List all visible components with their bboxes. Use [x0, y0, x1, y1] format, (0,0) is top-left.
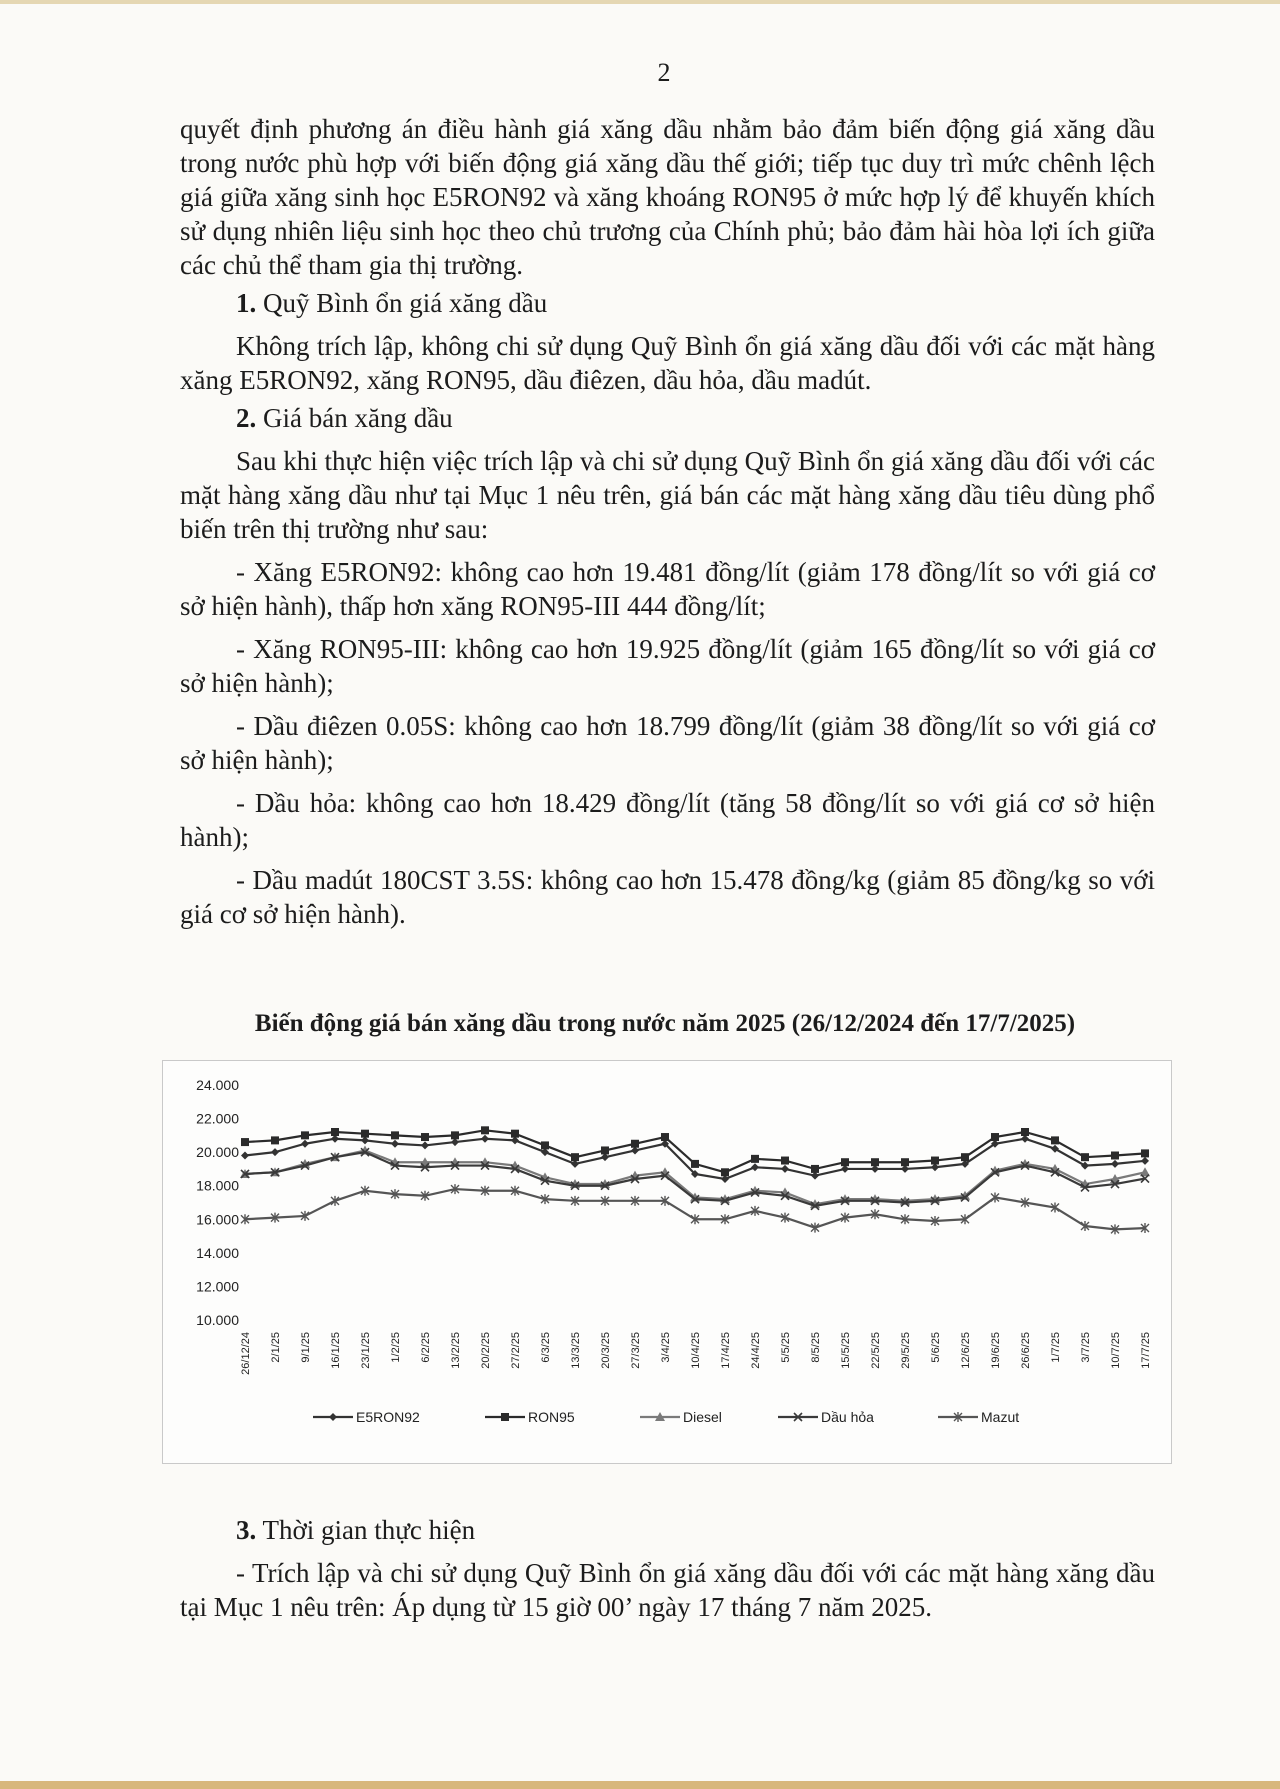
x-tick-label: 13/3/25: [570, 1332, 582, 1369]
y-tick-label: 18.000: [196, 1177, 239, 1194]
data-point: [241, 1138, 249, 1146]
x-tick-label: 10/7/25: [1110, 1332, 1122, 1369]
x-tick-label: 6/2/25: [420, 1332, 432, 1363]
x-tick-label: 5/5/25: [780, 1332, 792, 1363]
x-tick-label: 17/4/25: [720, 1332, 732, 1369]
x-tick-label: 1/7/25: [1050, 1332, 1062, 1363]
data-point: [1021, 1128, 1029, 1136]
legend-item-2: [640, 1409, 722, 1425]
data-point: [811, 1165, 819, 1173]
x-tick-label: 8/5/25: [810, 1332, 822, 1363]
data-point: [1141, 1157, 1149, 1165]
data-point: [511, 1130, 519, 1138]
data-point: [601, 1146, 609, 1154]
x-tick-label: 27/3/25: [630, 1332, 642, 1369]
section-2-title: Giá bán xăng dầu: [256, 403, 453, 433]
series-4: [241, 1184, 1149, 1234]
data-point: [901, 1158, 909, 1166]
legend-swatch-marker: [501, 1413, 509, 1421]
data-point: [751, 1163, 759, 1171]
data-point: [1111, 1160, 1119, 1168]
data-point: [481, 1126, 489, 1134]
section-1-number: 1.: [236, 288, 257, 318]
section-3-number: 3.: [236, 1515, 257, 1545]
section-2-body: Sau khi thực hiện việc trích lập và chi sử dụng Quỹ Bình ổn giá xăng dầu đối với các mặt hàng xăng dầu như tại Mục 1 nêu trên, giá bán các mặt hàng xăng dầu tiêu dùng phổ biến trên thị trường như sau:: [180, 446, 1155, 544]
data-point: [991, 1133, 999, 1141]
legend-label: RON95: [528, 1409, 575, 1425]
data-point: [781, 1165, 789, 1173]
data-point: [691, 1160, 699, 1168]
legend-label: Dầu hỏa: [821, 1409, 874, 1425]
x-tick-label: 1/2/25: [390, 1332, 402, 1363]
x-tick-label: 12/6/25: [960, 1332, 972, 1369]
data-point: [541, 1141, 549, 1149]
x-tick-label: 20/2/25: [480, 1332, 492, 1369]
legend-item-0: [313, 1409, 420, 1425]
data-point: [241, 1152, 249, 1160]
price-item-e5ron92: - Xăng E5RON92: không cao hơn 19.481 đồng/lít (giảm 178 đồng/lít so với giá cơ sở hiện hành), thấp hơn xăng RON95-III 444 đồng/lít;: [180, 557, 1155, 621]
legend-label: Diesel: [683, 1409, 722, 1425]
data-point: [301, 1140, 309, 1148]
data-point: [961, 1153, 969, 1161]
x-tick-label: 26/12/24: [240, 1332, 252, 1375]
y-tick-label: 16.000: [196, 1211, 239, 1228]
data-point: [1141, 1149, 1149, 1157]
intro-paragraph: quyết định phương án điều hành giá xăng dầu nhằm bảo đảm biến động giá xăng dầu trong nước phù hợp với biến động giá xăng dầu thế giới; tiếp tục duy trì mức chênh lệch giá giữa xăng sinh học E5RON92 và xăng khoáng RON95 ở mức hợp lý để khuyến khích sử dụng nhiên liệu sinh học theo chủ trương của Chính phủ; bảo đảm hài hòa lợi ích giữa các chủ thể tham gia thị trường.: [180, 114, 1155, 280]
data-point: [451, 1131, 459, 1139]
y-tick-label: 12.000: [196, 1278, 239, 1295]
x-tick-label: 26/6/25: [1020, 1332, 1032, 1369]
data-point: [421, 1133, 429, 1141]
data-point: [841, 1158, 849, 1166]
section-1-body: Không trích lập, không chi sử dụng Quỹ Bình ổn giá xăng dầu đối với các mặt hàng xăng E5RON92, xăng RON95, dầu điêzen, dầu hỏa, dầu madút.: [180, 331, 1155, 395]
y-tick-label: 20.000: [196, 1144, 239, 1161]
x-tick-label: 24/4/25: [750, 1332, 762, 1369]
x-tick-label: 27/2/25: [510, 1332, 522, 1369]
y-tick-label: 10.000: [196, 1312, 239, 1328]
legend-item-3: [778, 1409, 874, 1425]
price-item-ron95: - Xăng RON95-III: không cao hơn 19.925 đồng/lít (giảm 165 đồng/lít so với giá cơ sở hiện hành);: [180, 634, 1155, 698]
section-3-title: Thời gian thực hiện: [256, 1515, 476, 1545]
price-chart-svg: [163, 1061, 1171, 1463]
y-tick-label: 22.000: [196, 1110, 239, 1127]
x-tick-label: 22/5/25: [870, 1332, 882, 1369]
data-point: [361, 1130, 369, 1138]
x-tick-label: 20/3/25: [600, 1332, 612, 1369]
x-tick-label: 23/1/25: [360, 1332, 372, 1369]
price-item-mazut: - Dầu madút 180CST 3.5S: không cao hơn 15.478 đồng/kg (giảm 85 đồng/kg so với giá cơ sở hiện hành).: [180, 865, 1155, 929]
legend-swatch-marker: [329, 1413, 337, 1421]
body-upper: [180, 112, 1155, 931]
data-point: [661, 1133, 669, 1141]
data-point: [1111, 1152, 1119, 1160]
data-point: [1081, 1153, 1089, 1161]
data-point: [1051, 1136, 1059, 1144]
data-point: [571, 1153, 579, 1161]
data-point: [391, 1131, 399, 1139]
data-point: [481, 1135, 489, 1143]
x-tick-label: 16/1/25: [330, 1332, 342, 1369]
section-3-heading: [180, 1513, 1155, 1547]
section-2-number: 2.: [236, 403, 257, 433]
data-point: [331, 1128, 339, 1136]
x-tick-label: 15/5/25: [840, 1332, 852, 1369]
data-point: [931, 1157, 939, 1165]
legend-label: E5RON92: [356, 1409, 420, 1425]
y-tick-label: 24.000: [196, 1077, 239, 1093]
chart-title: Biến động giá bán xăng dầu trong nước năm 2025 (26/12/2024 đến 17/7/2025): [254, 1010, 1076, 1037]
data-point: [751, 1155, 759, 1163]
body-lower: [180, 1513, 1155, 1624]
section-1-heading: [180, 286, 1155, 320]
data-point: [631, 1140, 639, 1148]
x-tick-label: 3/7/25: [1080, 1332, 1092, 1363]
x-tick-label: 17/7/25: [1140, 1332, 1152, 1369]
x-tick-label: 10/4/25: [690, 1332, 702, 1369]
data-point: [271, 1148, 279, 1156]
legend-item-4: [938, 1409, 1019, 1425]
legend-label: Mazut: [981, 1409, 1020, 1425]
data-point: [421, 1141, 429, 1149]
x-tick-label: 3/4/25: [660, 1332, 672, 1363]
page-top-edge: [0, 0, 1280, 4]
series-0: [241, 1135, 1149, 1183]
page-number: 2: [657, 58, 671, 87]
x-tick-label: 5/6/25: [930, 1332, 942, 1363]
section-1-title: Quỹ Bình ổn giá xăng dầu: [256, 288, 548, 318]
page-bottom-edge: [0, 1781, 1280, 1789]
x-tick-label: 19/6/25: [990, 1332, 1002, 1369]
section-3-body: - Trích lập và chi sử dụng Quỹ Bình ổn giá xăng dầu đối với các mặt hàng xăng dầu tại Mục 1 nêu trên: Áp dụng từ 15 giờ 00’ ngày 17 tháng 7 năm 2025.: [180, 1558, 1155, 1622]
price-item-diesel: - Dầu điêzen 0.05S: không cao hơn 18.799 đồng/lít (giảm 38 đồng/lít so với giá cơ sở hiện hành);: [180, 711, 1155, 775]
x-tick-label: 6/3/25: [540, 1332, 552, 1363]
legend-item-1: [485, 1409, 575, 1425]
data-point: [391, 1140, 399, 1148]
x-tick-label: 13/2/25: [450, 1332, 462, 1369]
section-2-heading: [180, 401, 1155, 435]
price-item-kerosene: - Dầu hỏa: không cao hơn 18.429 đồng/lít (tăng 58 đồng/lít so với giá cơ sở hiện hành);: [180, 788, 1155, 852]
y-tick-label: 14.000: [196, 1244, 239, 1261]
x-tick-label: 9/1/25: [300, 1332, 312, 1363]
x-tick-label: 2/1/25: [270, 1332, 282, 1363]
price-chart: [162, 1060, 1172, 1464]
x-tick-label: 29/5/25: [900, 1332, 912, 1369]
data-point: [721, 1168, 729, 1176]
data-point: [301, 1131, 309, 1139]
data-point: [271, 1136, 279, 1144]
data-point: [781, 1157, 789, 1165]
data-point: [871, 1158, 879, 1166]
